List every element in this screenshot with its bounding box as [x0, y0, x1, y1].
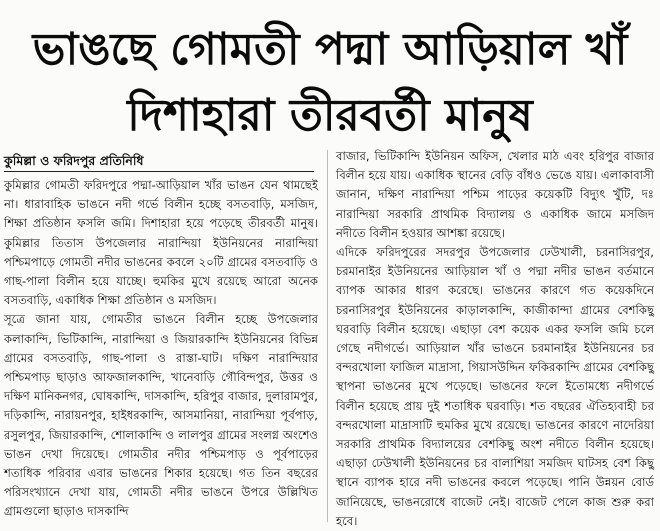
- left-paragraph-2: সূত্রে জানা যায়, গোমতীর ভাঙনে বিলীন হচ্ছে উপজেলার কলাকান্দি, ভিটিকান্দি, নারান্দিয়া ও জিয়ারকান্দি ইউনিয়নের বিভিন্ন গ্রামের বসতবাড়ি, গাছ-পালা ও রাস্তা-ঘাট। দক্ষিণ নারান্দিয়ার পশ্চিমপাড় ছাড়াও আফজালকান্দি, খানেবাড়ি গৌবিন্দপুর, উত্তর ও দক্ষিণ মানিকনগর, ঘোষকান্দি, দাসকান্দি, হরিপুর বাজার, দুলারামপুর, দড়িকান্দি, নারায়নপুর, হাইধরকান্দি, আসমানিয়া, নারান্দিয়া পূর্বপাড়, রসুলপুর, জিয়ারকান্দি, শোলাকান্দি ও লালপুর গ্রামের সংলগ্ন অংশেও ভাঙন দেখা দিয়েছে। গোমতীর নদীর পশ্চিমপাড় ও পূর্বপাড়ের শতাধিক পরিবার এবার ভাঙনের শিকার হয়েছে। গত তিন বছরের পরিসংখ্যানে দেখা যায়, গোমতী নদীর ভাঙনে উপরে উল্লিখিত গ্রামগুলো ছাড়াও দাসকান্দি: [4, 312, 318, 519]
- right-paragraph-2: এদিকে ফরিদপুরের সদরপুর উপজেলার ঢেউখালী, চরনাসিরপুর, চরমানাইর ইউনিয়নের আড়িয়াল খাঁ ও পদ্মা নদীর ভাঙন বর্তমানে ব্যাপক আকার ধারণ করেছে। ভাঙনের কারণে গত কয়েকদিনে চরনাসিরপুর ইউনিয়নের কাড়ালকান্দি, কাজীকান্দা গ্রামের বেশকিছু ঘরবাড়ি বিলীন হয়েছে। এছাড়া বেশ কয়েক একর ফসলি জমি চলে গেছে নদীগর্ভে। আড়িয়াল খাঁর ভাঙনে চরমানাইর ইউনিয়নের চর বন্দরখোলা ফাজিল মাদ্রাসা, গিয়াসউদ্দিন ফকিরকান্দি গ্রামের বেশকিছু স্থাপনা ভাঙনের মুখে পড়েছে। ভাঙনের ফলে ইতোমধ্যে নদীগর্ভে বিলীন হয়েছে প্রায় দুই শতাধিক ঘরবাড়ি। শত বছরের ঐতিহ্যবাহী চর বন্দরখোলা মাদ্রাসাটি হুমকির মুখে রয়েছে। ভাঙনের কারণে নাদেরিয়া সরকারি প্রাথমিক বিদ্যালয়ের বেশকিছু অংশ নদীতে বিলীন হয়েছে। এছাড়া ঢেউখালী ইউনিয়নের চর বালাশিয়া সমজিদ ঘাটসহ বেশ কিছু স্থানে ব্যাপক হারে নদী ভাঙনের কবলে পড়েছে। পানি উন্নয়ন বোর্ড জানিয়েছে, ভাঙনরোধে বাজেট নেই। বাজেট পেলে কাজ শুরু করা হবে।: [336, 245, 654, 528]
- article-column-right: [336, 147, 654, 531]
- right-paragraph-1: বাজার, ভিটিকান্দি ইউনিয়ন অফিস, খেলার মাঠ এবং হরিপুর বাজার বিলীন হয়ে যায়। একাধিক স্থানের বেড়ি বাঁধও ভেঙে যায়। এলাকাবাসী জানান, দক্ষিণ নারান্দিয়া পশ্চিম পাড়ের কয়েকটি বিদ্যুৎ খুঁটি, দঃ নারান্দিয়া সরকারি প্রাথমিক বিদ্যালয় ও একাধিক জামে মসজিদ নদীতে বিলীন হওয়ার আশঙ্কা রয়েছে।: [336, 149, 654, 240]
- left-paragraph-1: কুমিল্লার গোমতী ফরিদপুরে পদ্মা-আড়িয়াল খাঁর ভাঙন যেন থামছেই না। ধারাবাহিক ভাঙনে নদী গর্ভে বিলীন হচ্ছে বসতবাড়ি, মসজিদ, শিক্ষা প্রতিষ্ঠান ফসলি জমি। দিশাহারা হয়ে পড়েছে তীরবর্তী মানুষ। কুমিল্লার তিতাস উপজেলার নারান্দিয়া ইউনিয়নের নারান্দিয়া পশ্চিমপাড়ে গোমতী নদীর ভাঙনের কবলে ২০টি গ্রামের বসতবাড়ি ও গাছ-পালা বিলীন হয়ে যাচ্ছে। হুমকির মুখে রয়েছে আরো অনেক বসতবাড়ি, একাধিক শিক্ষা প্রতিষ্ঠান ও মসজিদ।: [4, 178, 318, 308]
- byline: কুমিল্লা ও ফরিদপুর প্রতিনিধি: [4, 153, 314, 172]
- headline-line-1: ভাঙছে গোমতী পদ্মা আড়িয়াল খাঁ: [32, 24, 628, 75]
- column-divider: [327, 150, 328, 522]
- headline-line-2: দিশাহারা তীরবর্তী মানুষ: [127, 90, 533, 141]
- article-column-left: [4, 176, 318, 522]
